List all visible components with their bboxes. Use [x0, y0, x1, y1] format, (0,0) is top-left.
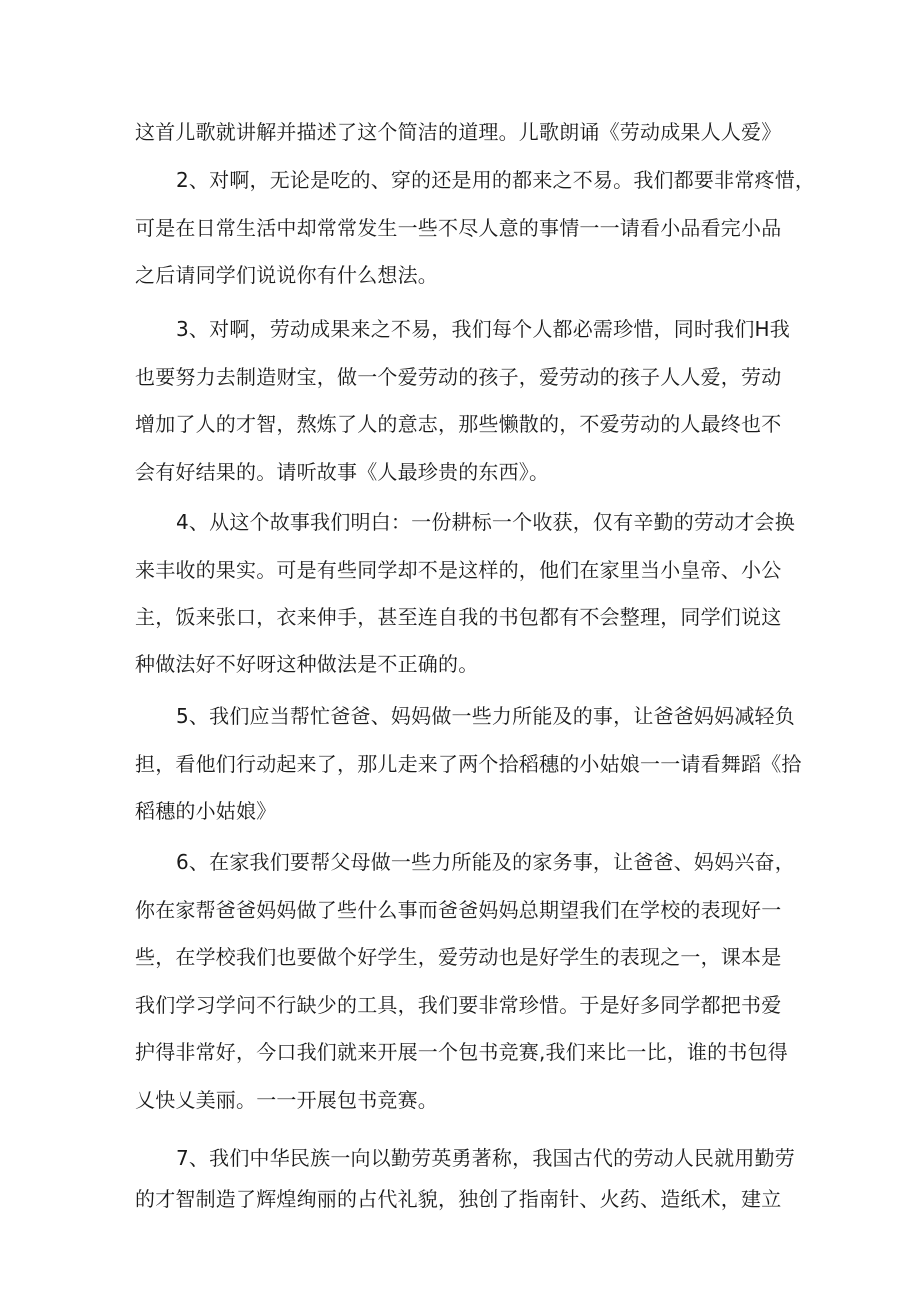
text-line: 会有好结果的。请听故事《人最珍贵的东西》。: [135, 460, 550, 484]
text-line: 增加了人的才智，熬炼了人的意志，那些懒散的，不爱劳动的人最终也不: [135, 412, 782, 436]
text-line: 2、对啊，无论是吃的、穿的还是用的都来之不易。我们都要非常疼惜，: [176, 168, 816, 192]
text-line: 7、我们中华民族一向以勤劳英勇著称，我国古代的劳动人民就用勤劳: [176, 1146, 795, 1170]
text-line: 5、我们应当帮忙爸爸、妈妈做一些力所能及的事，让爸爸妈妈减轻负: [176, 704, 795, 728]
text-line: 主，饭来张口，衣来伸手，甚至连自我的书包都有不会整理，同学们说这: [135, 605, 782, 629]
text-line: 乂快乂美丽。一一开展包书竞赛。: [135, 1088, 438, 1112]
text-line: 也要努力去制造财宝，做一个爱劳动的孩子，爱劳动的孩子人人爱，劳动: [135, 365, 782, 389]
text-line: 稻穗的小姑娘》: [135, 799, 277, 823]
text-line: 这首儿歌就讲解并描述了这个简洁的道理。儿歌朗诵《劳动成果人人爱》: [135, 120, 782, 144]
text-line: 6、在家我们要帮父母做一些力所能及的家务事，让爸爸、妈妈兴奋，: [176, 850, 795, 874]
text-line: 担，看他们行动起来了，那儿走来了两个拾稻穗的小姑娘一一请看舞蹈《拾: [135, 752, 802, 776]
text-line: 之后请同学们说说你有什么想法。: [135, 263, 438, 287]
text-line: 来丰收的果实。可是有些同学却不是这样的，他们在家里当小皇帝、小公: [135, 558, 782, 582]
text-line: 我们学习学问不行缺少的工具，我们要非常珍惜。于是好多同学都把书爱: [135, 993, 782, 1017]
text-line: 你在家帮爸爸妈妈做了些什么事而爸爸妈妈总期望我们在学校的表现好一: [135, 898, 782, 922]
text-line: 的才智制造了辉煌绚丽的占代礼貌，独创了指南针、火药、造纸术，建立: [135, 1187, 782, 1211]
text-line: 3、对啊，劳动成果来之不易，我们每个人都必需珍惜，同时我们H我: [176, 317, 790, 341]
text-line: 些，在学校我们也要做个好学生，爱劳动也是好学生的表现之一，课本是: [135, 945, 782, 969]
text-line: 4、从这个故事我们明白：一份耕标一个收获，仅有辛勤的劳动才会换: [176, 510, 795, 534]
text-line: 种做法好不好呀这种做法是不正确的。: [135, 652, 479, 676]
text-line: 护得非常好，今口我们就来开展一个包书竞赛,我们来比一比，谁的书包得: [135, 1040, 788, 1064]
text-line: 可是在日常生活中却常常发生一些不尽人意的事情一一请看小品看完小品: [135, 216, 782, 240]
